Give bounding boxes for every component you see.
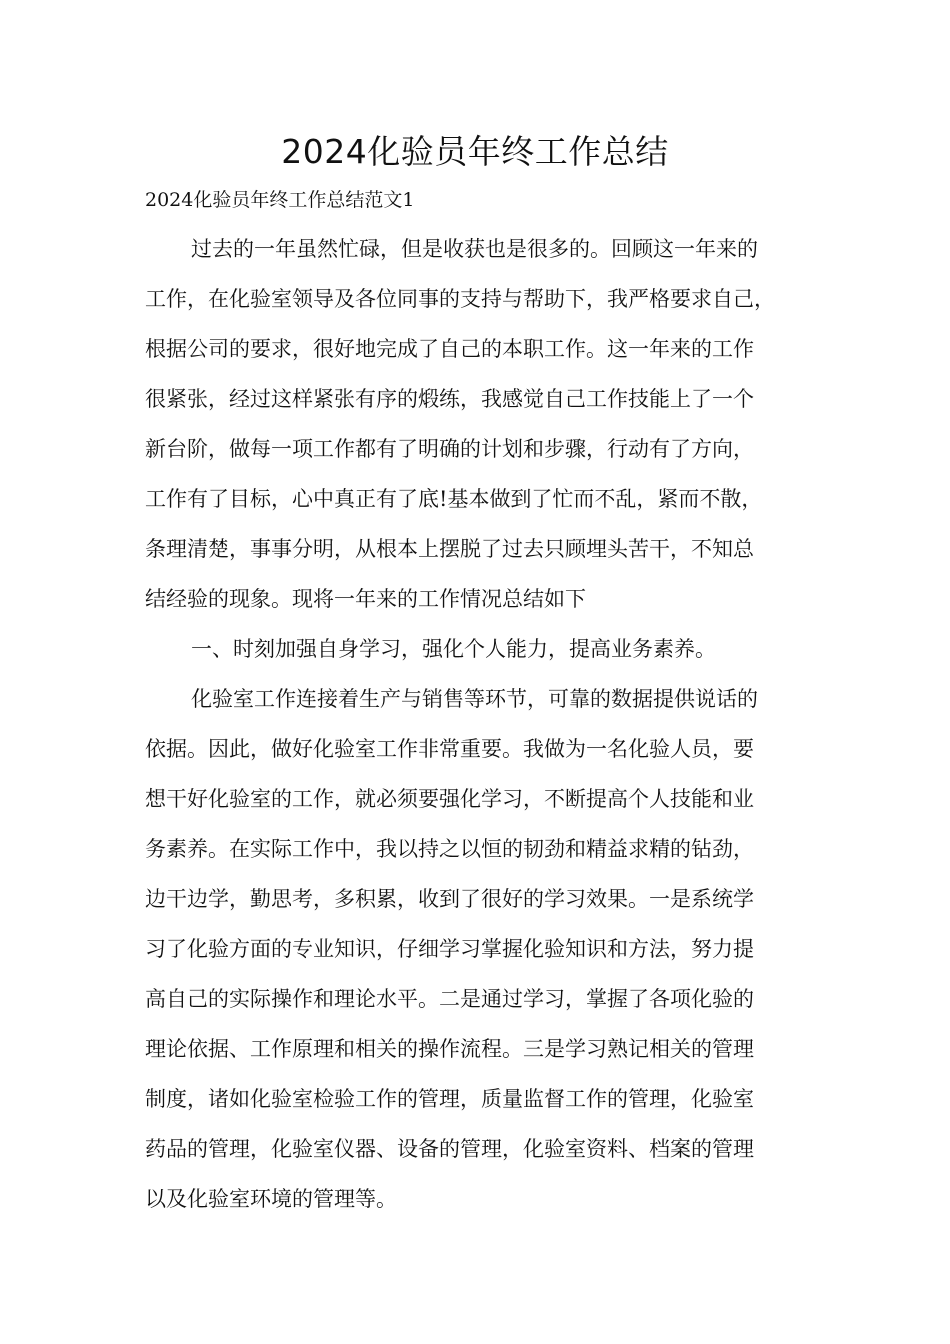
body-line: 根据公司的要求，很好地完成了自己的本职工作。这一年来的工作 — [145, 337, 754, 361]
body-line: 过去的一年虽然忙碌，但是收获也是很多的。回顾这一年来的 — [191, 237, 758, 261]
body-line: 工作有了目标，心中真正有了底!基本做到了忙而不乱，紧而不散， — [145, 487, 763, 511]
body-line: 高自己的实际操作和理论水平。二是通过学习，掌握了各项化验的 — [145, 987, 754, 1011]
body-line: 想干好化验室的工作，就必须要强化学习，不断提高个人技能和业 — [145, 787, 754, 811]
body-line: 药品的管理，化验室仪器、设备的管理，化验室资料、档案的管理 — [145, 1137, 754, 1161]
body-line: 制度，诸如化验室检验工作的管理，质量监督工作的管理，化验室 — [145, 1087, 754, 1111]
section-heading: 一、时刻加强自身学习，强化个人能力，提高业务素养。 — [191, 637, 716, 661]
body-line: 结经验的现象。现将一年来的工作情况总结如下 — [145, 587, 586, 611]
body-line: 新台阶，做每一项工作都有了明确的计划和步骤，行动有了方向， — [145, 437, 754, 461]
document-title: 2024化验员年终工作总结 — [281, 132, 669, 171]
body-line: 工作，在化验室领导及各位同事的支持与帮助下，我严格要求自己， — [145, 287, 775, 311]
document-subtitle: 2024化验员年终工作总结范文1 — [145, 189, 415, 211]
body-line: 务素养。在实际工作中，我以持之以恒的韧劲和精益求精的钻劲， — [145, 837, 754, 861]
body-line: 条理清楚，事事分明，从根本上摆脱了过去只顾埋头苦干，不知总 — [145, 537, 754, 561]
body-line: 习了化验方面的专业知识，仔细学习掌握化验知识和方法，努力提 — [145, 937, 754, 961]
body-line: 以及化验室环境的管理等。 — [145, 1187, 397, 1211]
body-line: 化验室工作连接着生产与销售等环节，可靠的数据提供说话的 — [191, 687, 758, 711]
body-line: 边干边学，勤思考，多积累，收到了很好的学习效果。一是系统学 — [145, 887, 754, 911]
body-line: 很紧张，经过这样紧张有序的煅练，我感觉自己工作技能上了一个 — [145, 387, 754, 411]
body-line: 理论依据、工作原理和相关的操作流程。三是学习熟记相关的管理 — [145, 1037, 754, 1061]
body-line: 依据。因此，做好化验室工作非常重要。我做为一名化验人员，要 — [145, 737, 754, 761]
